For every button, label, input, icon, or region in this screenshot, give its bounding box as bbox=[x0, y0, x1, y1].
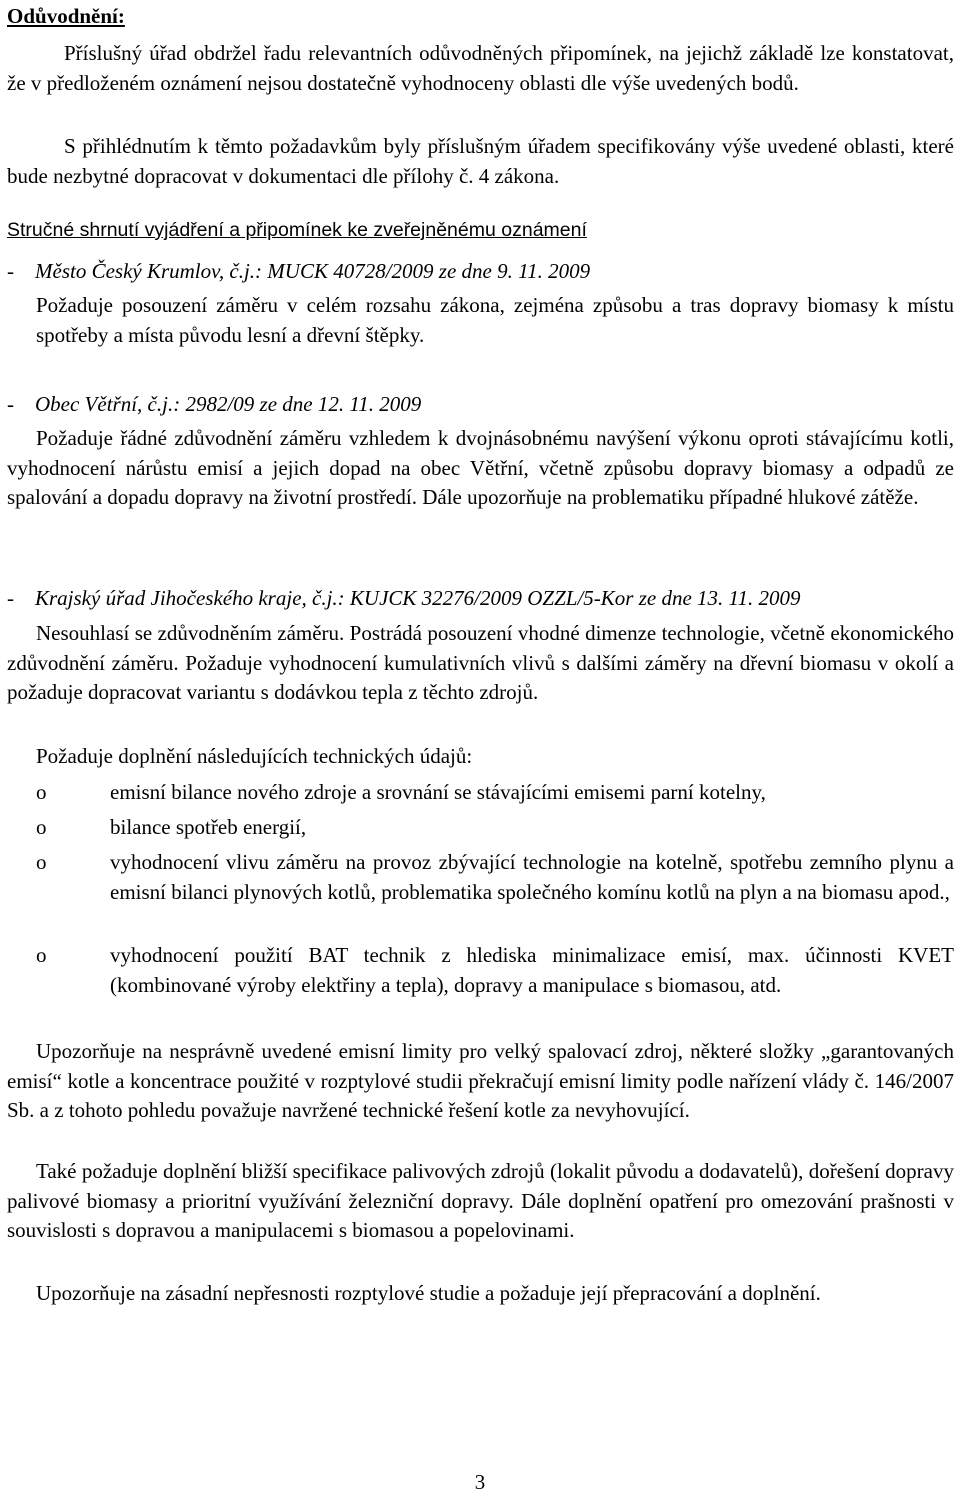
bullet-text: vyhodnocení použití BAT technik z hlediska minimalizace emisí, max. účinnosti KVET (kombinované výroby elektřiny a tepla), dopravy a manipulace s biomasou, atd. bbox=[110, 943, 954, 997]
dash-marker: - bbox=[7, 259, 14, 283]
intro-paragraph-1: Příslušný úřad obdržel řadu relevantních odůvodněných připomínek, na jejichž základě lze konstatovat, že v předloženém oznámení nejsou dostatečně vyhodnoceny oblasti dle výše uvedených bodů. bbox=[7, 41, 954, 95]
section-heading: Odůvodnění: bbox=[7, 4, 125, 28]
bullet-marker: o bbox=[36, 780, 47, 804]
section-text-vetrni: Požaduje řádné zdůvodnění záměru vzhledem k dvojnásobnému navýšení výkonu oproti stávajícímu kotli, vyhodnocení nárůstu emisí a jejich dopad na obec Větřní, včetně způsobu dopravy biomasy a odpadů ze spalování a dopadu dopravy na životní prostředí. Dále upozorňuje na problematiku případné hlukové zátěže. bbox=[7, 426, 954, 509]
dash-marker: - bbox=[7, 392, 14, 416]
section-title-krajsky-urad bbox=[7, 584, 954, 614]
bullet-text: bilance spotřeb energií, bbox=[110, 815, 307, 839]
summary-heading: Stručné shrnutí vyjádření a připomínek ke zveřejněnému oznámení bbox=[7, 219, 587, 241]
bullet-marker: o bbox=[36, 850, 47, 874]
section-title-text: Krajský úřad Jihočeského kraje, č.j.: KUJCK 32276/2009 OZZL/5-Kor ze dne 13. 11. 2009 bbox=[35, 586, 801, 610]
bullet-marker: o bbox=[36, 815, 47, 839]
bullet-marker: o bbox=[36, 943, 47, 967]
note-emission-limits: Upozorňuje na nesprávně uvedené emisní limity pro velký spalovací zdroj, některé složky „garantovaných emisí“ kotle a koncentrace použité v rozptylové studii překračují emisní limity podle nařízení vlády č. 146/2007 Sb. a z tohoto pohledu považuje navržené technické řešení kotle za nevyhovující. bbox=[7, 1039, 954, 1122]
section-title-text: Město Český Krumlov, č.j.: MUCK 40728/2009 ze dne 9. 11. 2009 bbox=[35, 259, 591, 283]
section-title-vetrni bbox=[7, 390, 954, 420]
bullet-text: vyhodnocení vlivu záměru na provoz zbývající technologie na kotelně, spotřebu zemního plynu a emisní bilanci plynových kotlů, problematika společného komínu kotlů na plyn a na biomasu apod., bbox=[110, 850, 954, 904]
section-title-text: Obec Větřní, č.j.: 2982/09 ze dne 12. 11. 2009 bbox=[35, 392, 422, 416]
section-text-krajsky-urad: Nesouhlasí se zdůvodněním záměru. Postrádá posouzení vhodné dimenze technologie, včetně ekonomického zdůvodnění záměru. Požaduje vyhodnocení kumulativních vlivů s dalšími záměry na dřevní biomasu v okolí a požaduje dopracovat variantu s dodávkou tepla z těchto zdrojů. bbox=[7, 621, 954, 704]
section-text-cesky-krumlov: Požaduje posouzení záměru v celém rozsahu zákona, zejména způsobu a tras dopravy biomasy k místu spotřeby a místa původu lesní a dřevní štěpky. bbox=[36, 293, 954, 347]
bullet-text: emisní bilance nového zdroje a srovnání se stávajícími emisemi parní kotelny, bbox=[110, 780, 766, 804]
page-number: 3 bbox=[474, 1470, 486, 1494]
section-title-cesky-krumlov bbox=[7, 257, 954, 287]
note-fuel-sources: Také požaduje doplnění bližší specifikace palivových zdrojů (lokalit původu a dodavatelů), dořešení dopravy palivové biomasy a prioritní využívání železniční dopravy. Dále doplnění opatření pro omezování prašnosti v souvislosti s dopravou a manipulacemi s biomasou a popelovinami. bbox=[7, 1159, 954, 1242]
intro-paragraph-2: S přihlédnutím k těmto požadavkům byly příslušným úřadem specifikovány výše uvedené oblasti, které bude nezbytné dopracovat v dokumentaci dle přílohy č. 4 zákona. bbox=[7, 134, 954, 188]
list-intro: Požaduje doplnění následujících technických údajů: bbox=[36, 744, 473, 768]
dash-marker: - bbox=[7, 586, 14, 610]
note-dispersion-study: Upozorňuje na zásadní nepřesnosti rozptylové studie a požaduje její přepracování a doplnění. bbox=[36, 1281, 821, 1305]
